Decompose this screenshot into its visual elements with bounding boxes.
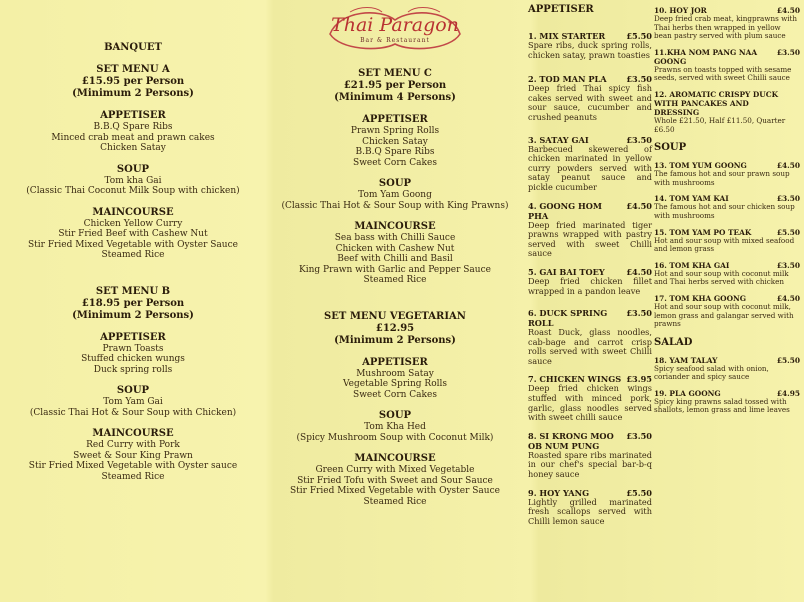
dish-line: B.B.Q Spare Ribs — [93, 122, 173, 132]
item-name: 9. HOY YANG — [528, 487, 590, 498]
dish-line: (Classic Thai Hot & Sour Soup with King Prawns) — [281, 200, 509, 211]
dish-line: King Prawn with Garlic and Pepper Sauce — [299, 264, 491, 275]
menu-item — [654, 48, 800, 83]
item-name: 5. GAI BAI TOEY — [528, 266, 605, 277]
item-name: 12. AROMATIC CRISPY DUCK WITH PANCAKES AND DRESSING — [654, 89, 779, 117]
menu-item — [654, 294, 800, 329]
item-description: Hot and sour soup with coconut milk, lemon grass and galangar served with prawns — [654, 301, 794, 329]
item-price: £5.50 — [776, 227, 800, 237]
item-description: Deep fried Thai spicy fish cakes served with sweet and sour sauce, cucumber and crushed peanuts — [528, 83, 652, 122]
set-menu-minimum: (Minimum 4 Persons) — [334, 92, 456, 103]
section-heading: SOUP — [116, 385, 150, 396]
item-price: £3.50 — [626, 134, 652, 145]
item-name: 4. GOONG HOM PHA — [528, 200, 602, 221]
dish-line: Green Curry with Mixed Vegetable — [315, 465, 475, 475]
set-menu-minimum: (Minimum 2 Persons) — [72, 309, 194, 321]
item-description: Deep fried chicken wings stuffed with minced pork, garlic, glass noodles served with sweet chilli sauce — [528, 383, 652, 423]
item-description: Lightly grilled marinated fresh scallops served with Chilli lemon sauce — [528, 496, 652, 526]
item-price: £3.95 — [626, 374, 652, 385]
item-description: Roast Duck, glass noodles, cab-bage and carrot crisp rolls served with sweet Chilli sauce — [528, 327, 652, 366]
item-price: £3.50 — [626, 74, 652, 85]
set-menu-price: £21.95 per Person — [343, 80, 447, 91]
set-menu-minimum: (Minimum 2 Persons) — [334, 334, 456, 346]
section-heading: MAINCOURSE — [354, 221, 436, 232]
section-heading: APPETISER — [362, 114, 428, 125]
item-name: 6. DUCK SPRING ROLL — [528, 308, 608, 329]
item-name: 14. TOM YAM KAI — [654, 194, 729, 204]
item-price: £3.50 — [626, 430, 652, 441]
item-name: 7. CHICKEN WINGS — [528, 374, 622, 385]
menu-item — [654, 389, 800, 415]
item-price: £4.50 — [626, 200, 652, 211]
item-name: 13. TOM YUM GOONG — [654, 161, 747, 171]
menu-item — [654, 228, 800, 254]
set-menu-price: £12.95 — [375, 322, 415, 334]
dish-line: Stir Fried Mixed Vegetable with Oyster Sauce — [28, 239, 238, 250]
menu-item — [654, 90, 800, 134]
item-price: £4.50 — [776, 293, 800, 303]
item-description: Prawns on toasts topped with sesame seeds, served with sweet Chilli sauce — [654, 64, 792, 83]
item-name: 18. YAM TALAY — [654, 355, 718, 365]
dish-line: Sweet & Sour King Prawn — [73, 450, 193, 461]
set-menu-name: SET MENU B — [95, 285, 171, 297]
menu-item — [528, 31, 652, 60]
dish-line: Vegetable Spring Rolls — [343, 379, 447, 389]
section-heading: SOUP — [378, 178, 412, 189]
dish-line: Red Curry with Pork — [86, 440, 180, 450]
item-price: £5.50 — [626, 31, 652, 41]
dish-line: Stir Fried Beef with Cashew Nut — [58, 229, 208, 239]
item-description: Hot and sour soup with coconut milk and Thai herbs served with chicken — [654, 268, 789, 287]
menu-item — [528, 267, 652, 296]
set-menu-price: £18.95 per Person — [81, 297, 185, 309]
banquet-title: BANQUET — [104, 42, 162, 53]
item-name: 15. TOM YAM PO TEAK — [654, 227, 752, 237]
item-price: £4.50 — [776, 6, 800, 15]
dish-line: (Classic Thai Coconut Milk Soup with chicken) — [26, 186, 240, 196]
item-name: 2. TOD MAN PLA — [528, 74, 607, 85]
item-description: Barbecued skewered of chicken marinated in yellow curry powders served with satay peanut sauce and pickle cucumber — [528, 143, 652, 192]
item-name: 11.KHA NOM PANG NAA GOONG — [654, 47, 758, 66]
menu-item — [654, 161, 800, 187]
dish-line: Chicken Satay — [362, 136, 428, 147]
item-description: Spicy king prawns salad tossed with shallots, lemon grass and lime leaves — [654, 396, 790, 415]
item-price — [796, 90, 800, 117]
item-price: £4.50 — [626, 266, 652, 277]
salad-heading: SALAD — [654, 336, 693, 348]
dish-line: Stir Fried Mixed Vegetable with Oyster Sauce — [290, 486, 500, 496]
section-heading: SOUP — [116, 163, 150, 175]
set-menu-minimum: (Minimum 2 Persons) — [72, 88, 194, 99]
menu-item — [654, 194, 800, 220]
dish-line: Steamed Rice — [363, 275, 427, 285]
menu-item — [528, 201, 652, 259]
item-description: Hot and sour soup with mixed seafood and lemon grass — [654, 235, 795, 254]
item-price: £4.95 — [776, 388, 800, 398]
item-price: £3.50 — [626, 308, 652, 319]
item-price: £4.50 — [776, 161, 800, 171]
item-name: 10. HOY JOR — [654, 6, 707, 15]
section-heading: MAINCOURSE — [354, 453, 436, 464]
section-heading: MAINCOURSE — [92, 428, 174, 439]
dish-line: Stuffed chicken wungs — [81, 354, 185, 364]
dish-line: Tom Yam Goong — [358, 190, 432, 200]
section-heading: APPETISER — [362, 356, 428, 368]
item-price: £3.50 — [776, 194, 800, 204]
menu-item — [528, 74, 652, 122]
set-menu-c — [266, 68, 524, 286]
section-heading: MAINCOURSE — [92, 206, 174, 218]
item-description: Spicy seafood salad with onion, coriander and spicy sauce — [654, 363, 769, 382]
set-menu-column — [266, 0, 524, 602]
soup-salad-list — [654, 4, 800, 415]
dish-line: Prawn Toasts — [102, 343, 164, 354]
menu-item — [528, 488, 652, 527]
dish-line: B.B.Q Spare Ribs — [355, 147, 435, 157]
set-menu-name: SET MENU A — [96, 64, 170, 75]
menu-item — [528, 135, 652, 193]
item-name: 17. TOM KHA GOONG — [654, 293, 747, 303]
section-heading: SOUP — [378, 410, 412, 421]
item-name: 8. SI KRONG MOO OB NUM PUNG — [528, 430, 614, 451]
dish-line: Steamed Rice — [101, 471, 165, 482]
item-price: £3.50 — [776, 260, 800, 270]
appetiser-heading: APPETISER — [528, 4, 594, 15]
dish-line: Sweet Corn Cakes — [353, 157, 437, 168]
dish-line: Steamed Rice — [363, 496, 427, 507]
dish-line: (Classic Thai Hot & Sour Soup with Chicken) — [29, 407, 237, 418]
logo-tagline: Bar & Restaurant — [360, 37, 430, 44]
item-name: 16. TOM KHA GAI — [654, 260, 730, 270]
dish-line: Minced crab meat and prawn cakes — [51, 132, 215, 143]
item-description: The famous hot and sour chicken soup with mushrooms — [654, 202, 795, 220]
dish-line: Prawn Spring Rolls — [350, 126, 440, 136]
menu-item — [528, 308, 652, 366]
logo-name: Thai Paragon — [331, 14, 459, 36]
item-description: Deep fried marinated tiger prawns wrapped with pastry served with sweet Chilli sauce — [528, 219, 652, 259]
banquet-column — [0, 0, 266, 602]
set-menu-b — [0, 286, 266, 483]
item-description: The famous hot and sour prawn soup with mushrooms — [654, 169, 790, 187]
item-description: Spare ribs, duck spring rolls, chicken satay, prawn toasties — [528, 40, 652, 60]
dish-line: Tom kha Gai — [104, 175, 162, 186]
restaurant-logo — [320, 4, 470, 58]
dish-line: (Spicy Mushroom Soup with Coconut Milk) — [296, 432, 494, 443]
item-price: £3.50 — [776, 47, 800, 57]
dish-line: Tom Kha Hed — [364, 422, 426, 432]
item-description: Deep fried chicken fillet wrapped in a pandon leave — [528, 275, 652, 296]
dish-line: Chicken with Cashew Nut — [335, 243, 455, 254]
set-menu-a — [0, 64, 266, 261]
dish-line: Stir Fried Tofu with Sweet and Sour Sauce — [297, 475, 493, 486]
set-menu-price: £15.95 per Person — [81, 76, 185, 87]
set-menu-vegetarian — [266, 311, 524, 508]
item-description: Roasted spare ribs marinated in our chef's special bar-b-q honey sauce — [528, 449, 652, 480]
menu-item — [654, 261, 800, 287]
menu-item — [528, 431, 652, 480]
dish-line: Beef with Chilli and Basil — [337, 254, 453, 264]
item-price: £5.50 — [626, 487, 652, 498]
set-menu-name: SET MENU VEGETARIAN — [324, 310, 466, 322]
dish-line: Stir Fried Mixed Vegetable with Oyster sauce — [28, 461, 238, 471]
appetiser-list — [528, 4, 652, 526]
menu-item — [654, 356, 800, 382]
item-description: Whole £21.50, Half £11.50, Quarter £6.50 — [654, 115, 786, 134]
item-name: 1. MIX STARTER — [528, 31, 606, 41]
item-price: £5.50 — [776, 355, 800, 365]
section-heading: APPETISER — [100, 110, 166, 121]
item-name: 3. SATAY GAI — [528, 134, 589, 145]
menu-item — [528, 374, 652, 422]
menu-item — [654, 6, 800, 41]
dish-line: Tom Yam Gai — [103, 397, 163, 407]
dish-line: Sweet Corn Cakes — [353, 389, 437, 400]
item-description: Deep fried crab meat, kingprawns with Thai herbs then wrapped in yellow bean pastry served with plum sauce — [654, 14, 798, 41]
dish-line: Duck spring rolls — [93, 364, 173, 375]
dish-line: Mushroom Satay — [356, 368, 434, 379]
dish-line: Sea bass with Chilli Sauce — [334, 233, 456, 243]
section-heading: APPETISER — [100, 331, 166, 343]
item-name: 19. PLA GOONG — [654, 388, 721, 398]
dish-line: Steamed Rice — [101, 250, 165, 260]
dish-line: Chicken Yellow Curry — [83, 218, 183, 229]
set-menu-name: SET MENU C — [358, 68, 432, 79]
dish-line: Chicken Satay — [100, 143, 166, 153]
soup-heading: SOUP — [654, 142, 687, 154]
